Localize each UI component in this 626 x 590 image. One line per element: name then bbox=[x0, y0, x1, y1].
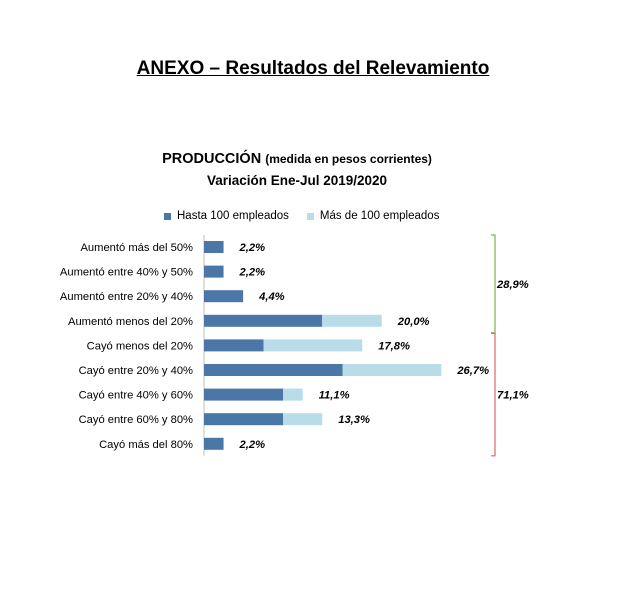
bar-segment-hasta-100 bbox=[204, 364, 343, 376]
data-label: 11,1% bbox=[318, 389, 350, 402]
legend-label: Hasta 100 empleados bbox=[177, 210, 289, 222]
data-label: 4,4% bbox=[259, 291, 285, 304]
bar-segment-hasta-100 bbox=[204, 241, 224, 253]
category-label: Cayó entre 60% y 80% bbox=[78, 414, 193, 427]
bar-segment-mas-100 bbox=[283, 413, 322, 425]
bar-segment-hasta-100 bbox=[204, 413, 283, 425]
bar-segment-hasta-100 bbox=[204, 290, 243, 302]
chart-title-main: PRODUCCIÓN bbox=[162, 151, 262, 167]
group-bracket bbox=[491, 235, 495, 333]
bar-segment-mas-100 bbox=[283, 389, 303, 401]
category-label: Cayó entre 20% y 40% bbox=[78, 365, 193, 377]
data-label: 13,3% bbox=[338, 414, 370, 427]
bar-segment-mas-100 bbox=[343, 364, 442, 376]
category-label: Cayó más del 80% bbox=[99, 438, 193, 451]
bar-segment-hasta-100 bbox=[204, 339, 264, 351]
data-label: 26,7% bbox=[457, 365, 490, 377]
bar-segment-hasta-100 bbox=[204, 389, 283, 401]
bar-segment-hasta-100 bbox=[204, 266, 224, 278]
legend-label: Más de 100 empleados bbox=[319, 210, 440, 222]
category-label: Aumentó entre 40% y 50% bbox=[59, 266, 193, 279]
page-heading: ANEXO – Resultados del Relevamiento bbox=[136, 58, 490, 79]
category-label: Cayó menos del 20% bbox=[86, 340, 193, 353]
bar-segment-mas-100 bbox=[264, 339, 363, 351]
data-label: 2,2% bbox=[239, 438, 266, 451]
bar-segment-hasta-100 bbox=[204, 438, 224, 450]
chart-subtitle: Variación Ene-Jul 2019/2020 bbox=[206, 173, 388, 188]
category-label: Aumentó menos del 20% bbox=[67, 315, 193, 328]
category-label: Cayó entre 40% y 60% bbox=[78, 389, 193, 402]
data-label: 2,2% bbox=[239, 266, 266, 279]
chart-title-note: (medida en pesos corrientes) bbox=[265, 152, 432, 166]
data-label: 17,8% bbox=[378, 340, 410, 353]
category-label: Aumentó más del 50% bbox=[80, 242, 193, 254]
bar-segment-mas-100 bbox=[322, 315, 382, 327]
bar-segment-hasta-100 bbox=[204, 315, 322, 327]
data-label: 2,2% bbox=[239, 242, 266, 254]
group-bracket bbox=[491, 333, 495, 455]
group-total-label: 28,9% bbox=[497, 278, 529, 291]
group-total-label: 71,1% bbox=[497, 389, 529, 402]
category-label: Aumentó entre 20% y 40% bbox=[59, 291, 193, 304]
data-label: 20,0% bbox=[397, 315, 430, 328]
